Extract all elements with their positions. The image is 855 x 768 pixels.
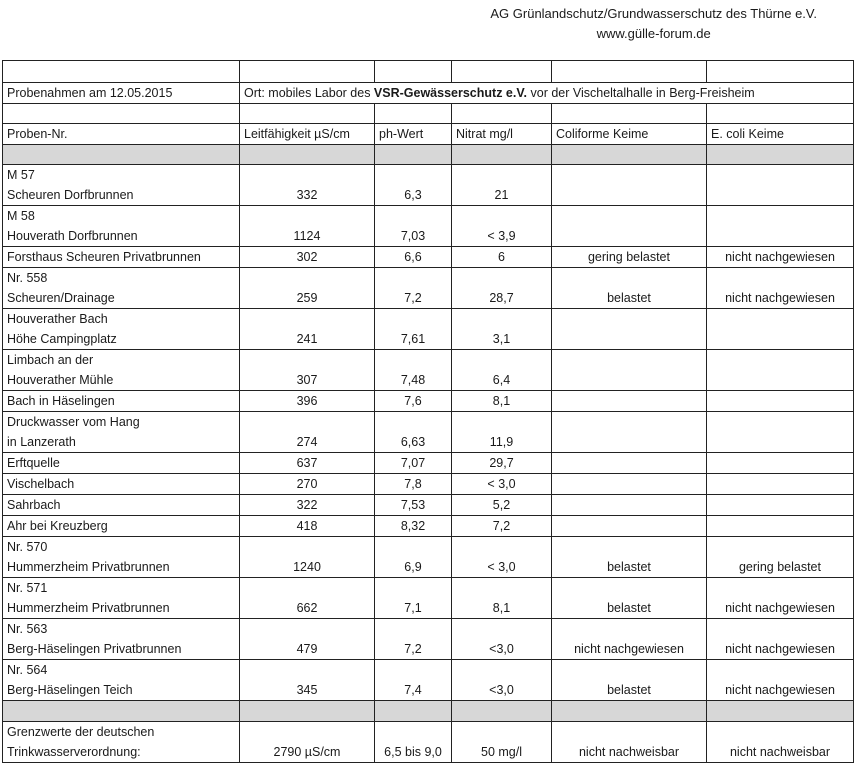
sample-name: in Lanzerath [7, 435, 76, 449]
sample-cell [3, 309, 240, 350]
coliform-cell: belastet [552, 660, 707, 701]
ph-cell: 7,48 [375, 350, 452, 391]
sample-id: M 57 [7, 168, 35, 182]
limit-nitrate: 50 mg/l [452, 722, 552, 763]
table-row [3, 206, 854, 247]
sample-name: Houverather Mühle [7, 373, 114, 387]
sample-cell [3, 206, 240, 247]
coliform-cell: belastet [552, 537, 707, 578]
limit-conductivity: 2790 µS/cm [240, 722, 375, 763]
limit-coliform: nicht nachweisbar [552, 722, 707, 763]
nitrate-cell: 3,1 [452, 309, 552, 350]
sample-name: Berg-Häselingen Teich [7, 683, 133, 697]
ecoli-cell: nicht nachgewiesen [707, 578, 854, 619]
coliform-cell [552, 350, 707, 391]
conductivity-cell: 259 [240, 268, 375, 309]
sample-name: Forsthaus Scheuren Privatbrunnen [7, 250, 201, 264]
limits-label-line1: Grenzwerte der deutschen [7, 725, 155, 739]
nitrate-cell: <3,0 [452, 660, 552, 701]
coliform-cell: belastet [552, 578, 707, 619]
conductivity-cell: 637 [240, 453, 375, 474]
table-row [3, 619, 854, 660]
sample-cell [3, 619, 240, 660]
location-suffix: vor der Vischeltalhalle in Berg-Freisheim [527, 86, 755, 100]
table-row [3, 309, 854, 350]
sample-cell [3, 516, 240, 537]
results-table [2, 60, 854, 763]
ecoli-cell [707, 165, 854, 206]
ecoli-cell [707, 206, 854, 247]
table-row [3, 495, 854, 516]
sample-cell [3, 165, 240, 206]
sample-id: Houverather Bach [7, 312, 108, 326]
coliform-cell [552, 474, 707, 495]
sample-id: Druckwasser vom Hang [7, 415, 140, 429]
nitrate-cell: 5,2 [452, 495, 552, 516]
conductivity-cell: 307 [240, 350, 375, 391]
sample-cell [3, 495, 240, 516]
sample-id: Nr. 571 [7, 581, 48, 595]
location-prefix: Ort: mobiles Labor des [244, 86, 374, 100]
conductivity-cell: 322 [240, 495, 375, 516]
table-row [3, 391, 854, 412]
ecoli-cell: nicht nachgewiesen [707, 247, 854, 268]
blank-row [3, 61, 854, 83]
sample-name: Scheuren Dorfbrunnen [7, 188, 134, 202]
sample-name: Hummerzheim Privatbrunnen [7, 601, 170, 615]
sample-name: Höhe Campingplatz [7, 332, 117, 346]
sample-name: Hummerzheim Privatbrunnen [7, 560, 170, 574]
col-header-ph: ph-Wert [375, 124, 452, 145]
nitrate-cell: 29,7 [452, 453, 552, 474]
sampling-location [240, 83, 854, 104]
ph-cell: 8,32 [375, 516, 452, 537]
sample-cell [3, 474, 240, 495]
spacer-row [3, 104, 854, 124]
ecoli-cell [707, 495, 854, 516]
coliform-cell: gering belastet [552, 247, 707, 268]
sample-name: Erftquelle [7, 456, 60, 470]
sample-id: M 58 [7, 209, 35, 223]
table-row [3, 474, 854, 495]
limit-ph: 6,5 bis 9,0 [375, 722, 452, 763]
gray-separator-row [3, 145, 854, 165]
nitrate-cell: 6 [452, 247, 552, 268]
ph-cell: 7,03 [375, 206, 452, 247]
document-header [490, 4, 817, 44]
nitrate-cell: < 3,0 [452, 537, 552, 578]
coliform-cell [552, 516, 707, 537]
col-header-ecoli: E. coli Keime [707, 124, 854, 145]
table-row [3, 247, 854, 268]
nitrate-cell: 8,1 [452, 578, 552, 619]
ecoli-cell: gering belastet [707, 537, 854, 578]
ecoli-cell [707, 412, 854, 453]
coliform-cell [552, 206, 707, 247]
location-org: VSR-Gewässerschutz e.V. [373, 86, 528, 100]
ph-cell: 7,2 [375, 268, 452, 309]
ph-cell: 7,1 [375, 578, 452, 619]
col-header-coliform: Coliforme Keime [552, 124, 707, 145]
sample-cell [3, 350, 240, 391]
ecoli-cell: nicht nachgewiesen [707, 660, 854, 701]
table-row [3, 412, 854, 453]
table-row [3, 660, 854, 701]
coliform-cell [552, 453, 707, 474]
sample-id: Limbach an der [7, 353, 94, 367]
conductivity-cell: 1124 [240, 206, 375, 247]
ph-cell: 7,6 [375, 391, 452, 412]
ph-cell: 7,4 [375, 660, 452, 701]
nitrate-cell: 21 [452, 165, 552, 206]
ph-cell: 7,07 [375, 453, 452, 474]
nitrate-cell: < 3,0 [452, 474, 552, 495]
conductivity-cell: 1240 [240, 537, 375, 578]
sample-cell [3, 578, 240, 619]
sample-id: Nr. 564 [7, 663, 48, 677]
sample-id: Nr. 570 [7, 540, 48, 554]
results-table-body [3, 61, 854, 763]
conductivity-cell: 332 [240, 165, 375, 206]
sample-name: Sahrbach [7, 498, 61, 512]
nitrate-cell: 7,2 [452, 516, 552, 537]
conductivity-cell: 418 [240, 516, 375, 537]
col-header-sample: Proben-Nr. [3, 124, 240, 145]
table-row [3, 350, 854, 391]
conductivity-cell: 479 [240, 619, 375, 660]
limits-row [3, 722, 854, 763]
gray-separator-row [3, 701, 854, 722]
sampling-date: Probenahmen am 12.05.2015 [3, 83, 240, 104]
sample-cell [3, 537, 240, 578]
sample-cell [3, 412, 240, 453]
ph-cell: 7,8 [375, 474, 452, 495]
table-row [3, 537, 854, 578]
sample-name: Berg-Häselingen Privatbrunnen [7, 642, 182, 656]
coliform-cell: nicht nachgewiesen [552, 619, 707, 660]
info-row [3, 83, 854, 104]
sample-cell [3, 660, 240, 701]
ecoli-cell [707, 516, 854, 537]
sample-cell [3, 453, 240, 474]
coliform-cell [552, 165, 707, 206]
ecoli-cell: nicht nachgewiesen [707, 268, 854, 309]
nitrate-cell: 11,9 [452, 412, 552, 453]
ph-cell: 6,63 [375, 412, 452, 453]
table-row [3, 578, 854, 619]
nitrate-cell: < 3,9 [452, 206, 552, 247]
ecoli-cell [707, 391, 854, 412]
ph-cell: 6,6 [375, 247, 452, 268]
org-name: AG Grünlandschutz/Grundwasserschutz des Thürne e.V. [490, 6, 817, 21]
sample-cell [3, 391, 240, 412]
sample-id: Nr. 563 [7, 622, 48, 636]
ph-cell: 7,61 [375, 309, 452, 350]
ecoli-cell [707, 474, 854, 495]
ecoli-cell [707, 453, 854, 474]
ecoli-cell: nicht nachgewiesen [707, 619, 854, 660]
ecoli-cell [707, 350, 854, 391]
column-header-row [3, 124, 854, 145]
nitrate-cell: 8,1 [452, 391, 552, 412]
conductivity-cell: 302 [240, 247, 375, 268]
website: www.gülle-forum.de [596, 26, 711, 41]
ph-cell: 6,3 [375, 165, 452, 206]
limit-ecoli: nicht nachweisbar [707, 722, 854, 763]
conductivity-cell: 241 [240, 309, 375, 350]
sample-name: Vischelbach [7, 477, 75, 491]
sample-id: Nr. 558 [7, 271, 48, 285]
sample-cell [3, 268, 240, 309]
sample-name: Houverath Dorfbrunnen [7, 229, 138, 243]
ph-cell: 7,2 [375, 619, 452, 660]
coliform-cell [552, 309, 707, 350]
ph-cell: 6,9 [375, 537, 452, 578]
nitrate-cell: 6,4 [452, 350, 552, 391]
conductivity-cell: 345 [240, 660, 375, 701]
coliform-cell: belastet [552, 268, 707, 309]
table-row [3, 165, 854, 206]
coliform-cell [552, 495, 707, 516]
conductivity-cell: 396 [240, 391, 375, 412]
sample-name: Ahr bei Kreuzberg [7, 519, 108, 533]
limits-label [3, 722, 240, 763]
conductivity-cell: 270 [240, 474, 375, 495]
coliform-cell [552, 391, 707, 412]
table-row [3, 268, 854, 309]
conductivity-cell: 662 [240, 578, 375, 619]
table-row [3, 516, 854, 537]
conductivity-cell: 274 [240, 412, 375, 453]
sample-name: Scheuren/Drainage [7, 291, 115, 305]
ecoli-cell [707, 309, 854, 350]
col-header-nitrate: Nitrat mg/l [452, 124, 552, 145]
nitrate-cell: <3,0 [452, 619, 552, 660]
sample-name: Bach in Häselingen [7, 394, 115, 408]
sample-cell [3, 247, 240, 268]
table-row [3, 453, 854, 474]
nitrate-cell: 28,7 [452, 268, 552, 309]
limits-label-line2: Trinkwasserverordnung: [7, 745, 141, 759]
ph-cell: 7,53 [375, 495, 452, 516]
col-header-conductivity: Leitfähigkeit µS/cm [240, 124, 375, 145]
coliform-cell [552, 412, 707, 453]
